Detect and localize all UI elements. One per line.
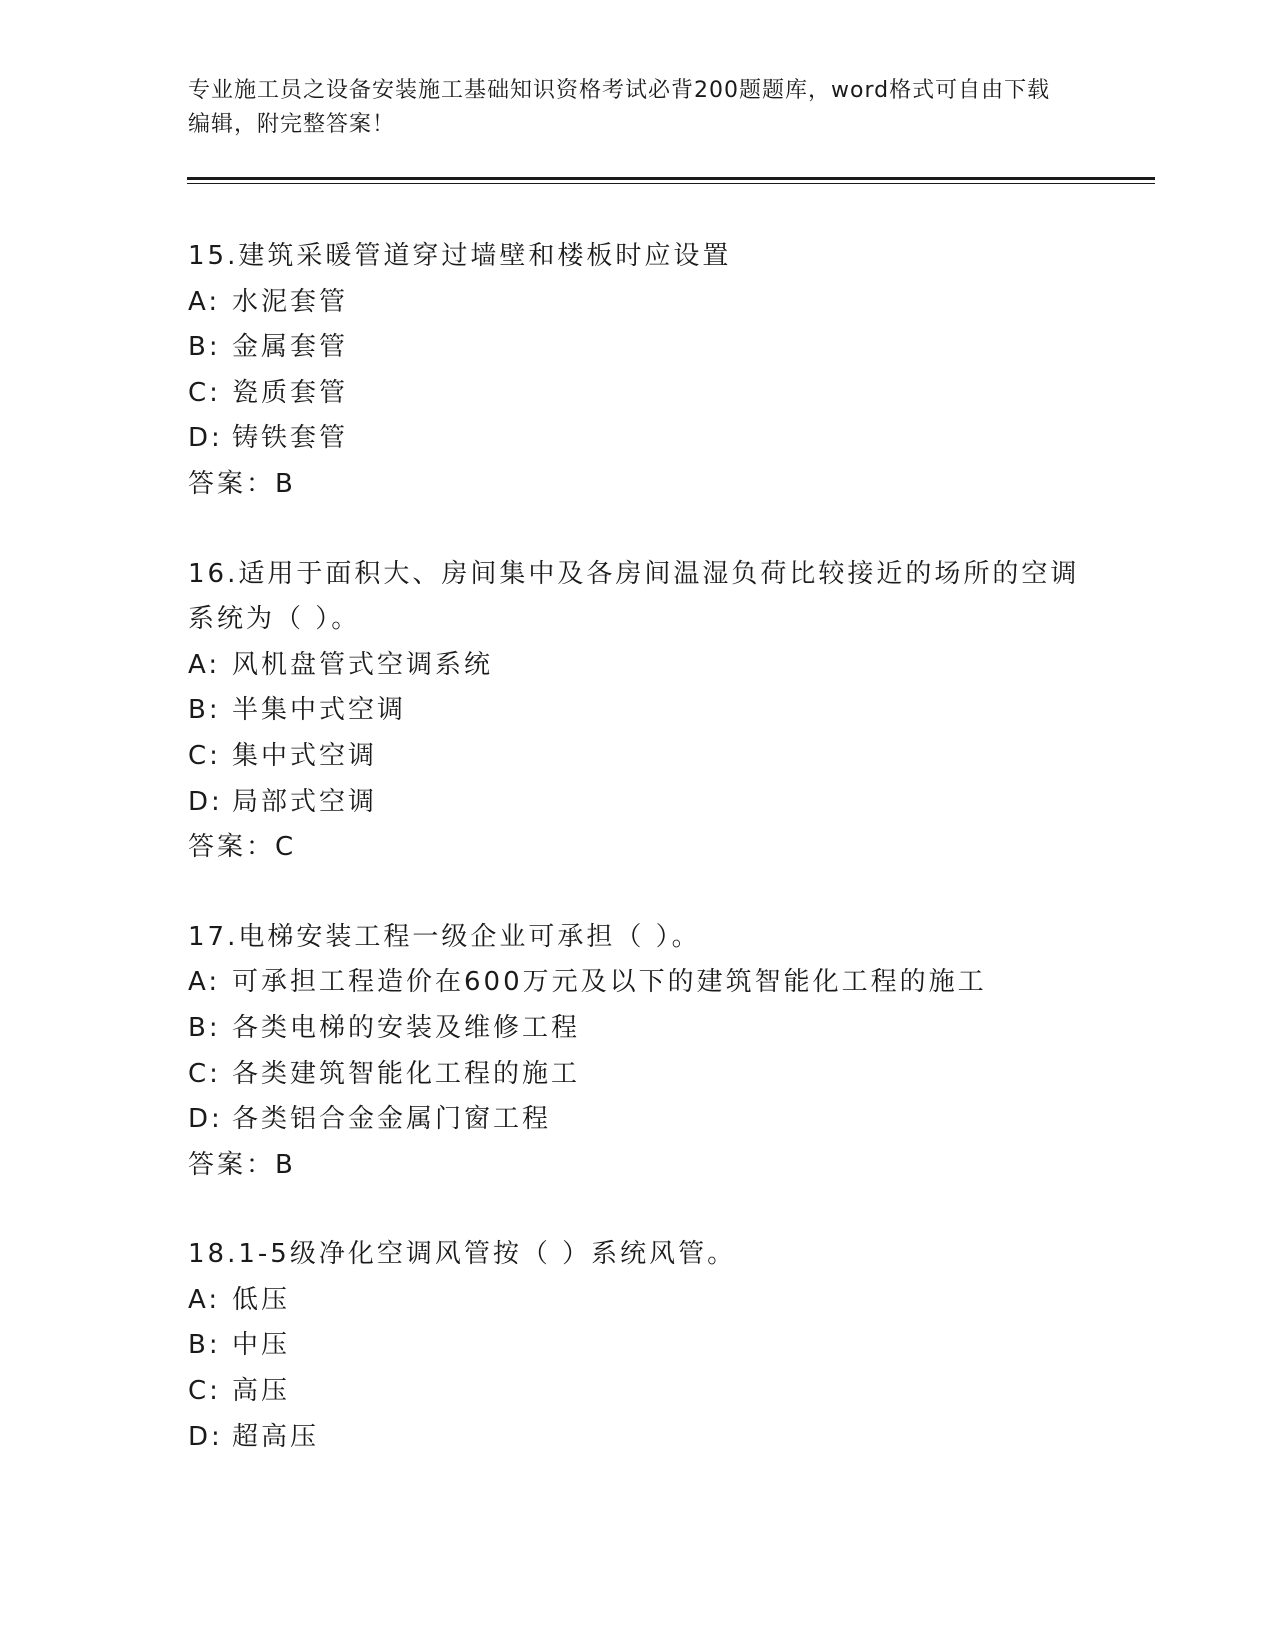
answer-line: 答案：C [188, 832, 297, 863]
option-label: C: [188, 740, 221, 771]
option-text: 各类电梯的安装及维修工程 [232, 1012, 581, 1043]
option-label: A: [188, 649, 221, 680]
question-stem: 15.建筑采暖管道穿过墙壁和楼板时应设置 [188, 241, 732, 271]
option-c [188, 1369, 1088, 1415]
option-a [188, 643, 1088, 689]
option-b [188, 1006, 1088, 1052]
question-list [188, 234, 1088, 1504]
option-text: 集中式空调 [232, 740, 378, 771]
header-divider-thin [187, 183, 1155, 184]
option-text: 瓷质套管 [232, 377, 349, 408]
option-text: 可承担工程造价在600万元及以下的建筑智能化工程的施工 [232, 967, 987, 998]
option-label: C: [188, 1376, 221, 1407]
answer-line: 答案：B [188, 1149, 296, 1180]
option-text: 各类铝合金金属门窗工程 [232, 1104, 552, 1135]
option-d [188, 1415, 1088, 1461]
question-stem: 17.电梯安装工程一级企业可承担（ ）。 [188, 921, 701, 952]
option-label: A: [188, 286, 221, 317]
option-b [188, 1323, 1088, 1369]
option-label: B: [188, 695, 221, 726]
question-17 [188, 915, 1088, 1189]
option-label: A: [188, 967, 221, 998]
option-text: 中压 [232, 1330, 291, 1361]
option-d [188, 416, 1088, 462]
option-text: 水泥套管 [232, 286, 349, 317]
document-header: 专业施工员之设备安装施工基础知识资格考试必背200题题库，word格式可自由下载编辑，附完整答案！ [188, 78, 1051, 137]
option-label: A: [188, 1284, 221, 1315]
option-c [188, 734, 1088, 780]
option-label: B: [188, 1012, 221, 1043]
option-c [188, 371, 1088, 417]
option-label: D: [188, 1104, 223, 1135]
option-a [188, 280, 1088, 326]
option-text: 风机盘管式空调系统 [232, 649, 494, 680]
option-label: B: [188, 1330, 221, 1361]
option-label: B: [188, 332, 221, 363]
option-label: C: [188, 377, 221, 408]
option-text: 低压 [232, 1284, 291, 1315]
option-text: 局部式空调 [232, 786, 378, 817]
header-divider-thick [187, 177, 1155, 180]
option-text: 超高压 [232, 1421, 320, 1452]
option-label: D: [188, 1421, 223, 1452]
option-text: 各类建筑智能化工程的施工 [232, 1058, 581, 1089]
option-d [188, 1097, 1088, 1143]
question-15 [188, 234, 1088, 508]
option-d [188, 780, 1088, 826]
question-stem: 18.1-5级净化空调风管按（ ）系统风管。 [188, 1239, 737, 1270]
option-a [188, 1278, 1088, 1324]
option-b [188, 325, 1088, 371]
option-label: C: [188, 1058, 221, 1089]
option-label: D: [188, 786, 223, 817]
option-text: 金属套管 [232, 332, 349, 363]
option-text: 半集中式空调 [232, 695, 407, 726]
option-text: 铸铁套管 [232, 423, 349, 454]
option-c [188, 1052, 1088, 1098]
question-18 [188, 1232, 1088, 1460]
question-stem: 16.适用于面积大、房间集中及各房间温湿负荷比较接近的场所的空调系统为（ ）。 [188, 558, 1080, 635]
option-label: D: [188, 423, 223, 454]
option-a [188, 960, 1088, 1006]
option-b [188, 688, 1088, 734]
question-16 [188, 552, 1088, 871]
option-text: 高压 [232, 1376, 291, 1407]
answer-line: 答案：B [188, 468, 296, 499]
